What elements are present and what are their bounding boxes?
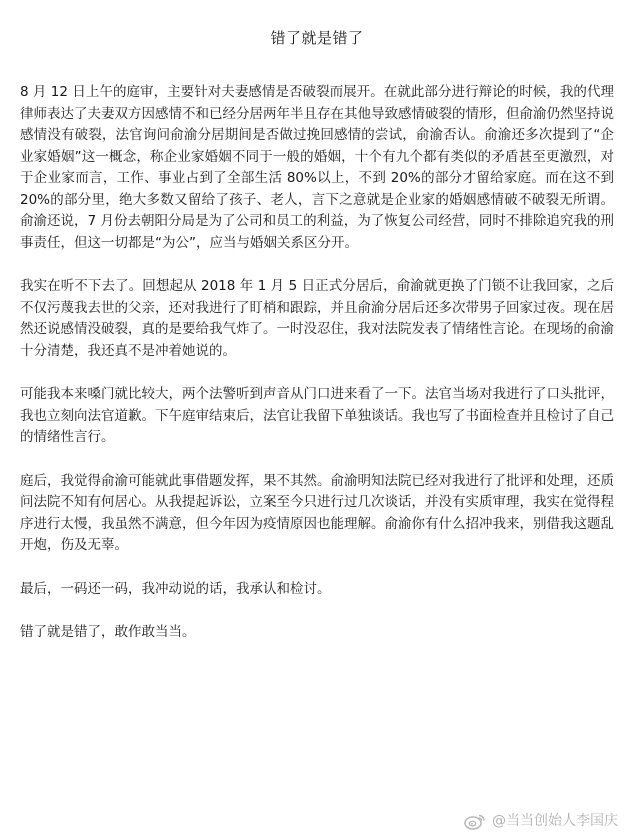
watermark bbox=[464, 812, 618, 830]
paragraph-2: 我实在听不下去了。回想起从 2018 年 1 月 5 日正式分居后，俞渝就更换了门锁不让我回家，之后不仅污蔑我去世的父亲，还对我进行了盯梢和跟踪，并且俞渝分居后还多次带男子回家过夜。现在居然还说感情没破裂，真的是要给我气炸了。一时没忍住，我对法院发表了情绪性言论。在现场的俞渝十分清楚，我还真不是冲着她说的。 bbox=[20, 278, 614, 359]
paragraph-1: 8 月 12 日上午的庭审，主要针对夫妻感情是否破裂而展开。在就此部分进行辩论的时候，我的代理律师表达了夫妻双方因感情不和已经分居两年半且存在其他导致感情破裂的情形，但俞渝仍然坚持说感情没有破裂，法官询问俞渝分居期间是否做过挽回感情的尝试，俞渝否认。俞渝还多次提到了“企业家婚姻”这一概念，称企业家婚姻不同于一般的婚姻，十个有九个都有类似的矛盾甚至更激烈，对于企业家而言，工作、事业占到了全部生活 80%以上，不到 20%的部分才留给家庭。而在这不到 20%的部分里，绝大多数又留给了孩子、老人，言下之意就是企业家的婚姻感情破不破裂无所谓。俞渝还说，7 月份去朝阳分局是为了公司和员工的利益，为了恢复公司经营，同时不排除追究我的刑事责任，但这一切都是“为公”，应当与婚姻关系区分开。 bbox=[20, 84, 614, 251]
paragraph-6: 错了就是错了，敢作敢当当。 bbox=[20, 624, 196, 640]
paragraph-3: 可能我本来嗓门就比较大，两个法警听到声音从门口进来看了一下。法官当场对我进行了口头批评，我也立刻向法官道歉。下午庭审结束后，法官让我留下单独谈话。我也写了书面检查并且检讨了自己的情绪性言行。 bbox=[20, 386, 614, 445]
paragraph-4: 庭后，我觉得俞渝可能就此事借题发挥，果不其然。俞渝明知法院已经对我进行了批评和处理，还质问法院不知有何居心。从我提起诉讼，立案至今只进行过几次谈话，并没有实质审理，我实在觉得程序进行太慢，我虽然不满意，但今年因为疫情原因也能理解。俞渝你有什么招冲我来，别借我这题乱开炮，伤及无辜。 bbox=[20, 472, 614, 553]
document bbox=[20, 28, 614, 666]
watermark-text: @当当创始人李国庆 bbox=[492, 813, 618, 829]
document-title: 错了就是错了 bbox=[270, 29, 364, 47]
paragraph-5: 最后，一码还一码，我冲动说的话，我承认和检讨。 bbox=[20, 580, 331, 597]
weibo-icon bbox=[464, 812, 486, 830]
